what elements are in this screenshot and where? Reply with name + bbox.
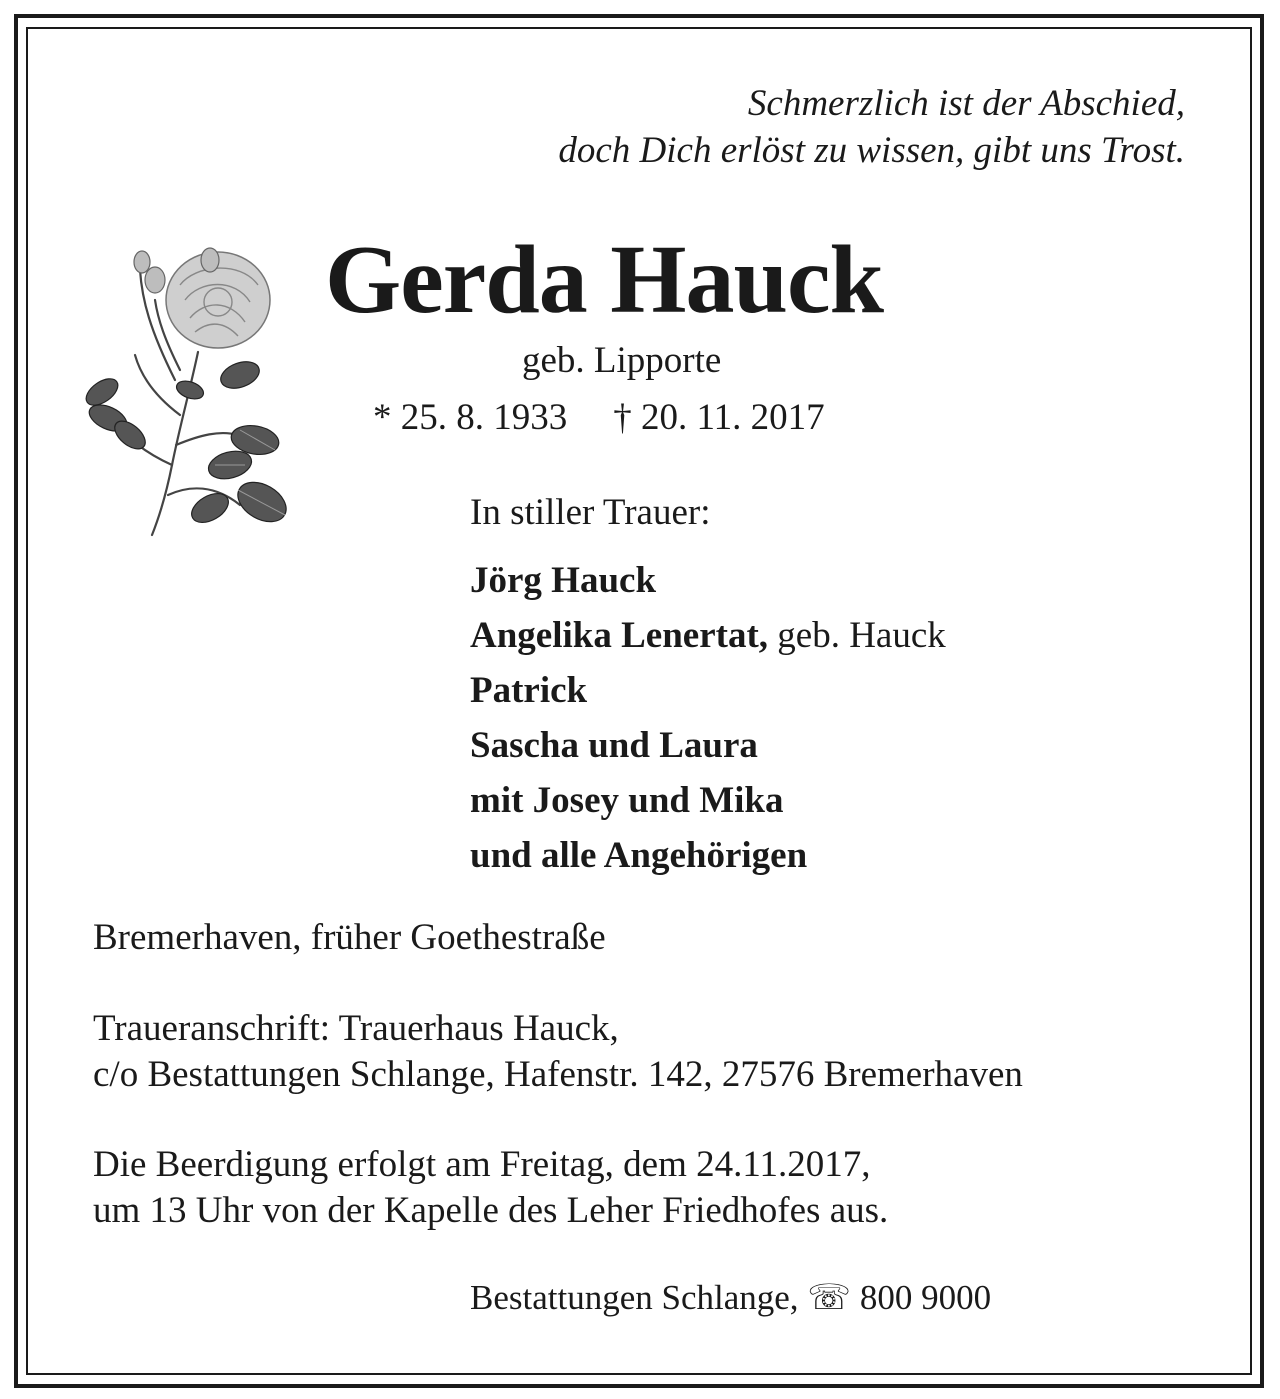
address-line-1: Traueranschrift: Trauerhaus Hauck,	[93, 1008, 619, 1049]
mourner-angelika	[470, 608, 946, 663]
telephone-icon: ☏	[807, 1278, 852, 1317]
mourning-label: In stiller Trauer:	[470, 492, 711, 533]
residence: Bremerhaven, früher Goethestraße	[93, 917, 606, 958]
rose-illustration	[80, 240, 295, 540]
maiden-name: geb. Lipporte	[522, 340, 722, 381]
undertaker	[470, 1276, 991, 1320]
mourning-address	[93, 1006, 1023, 1098]
motto-line-2: doch Dich erlöst zu wissen, gibt uns Trost.	[558, 130, 1185, 171]
funeral-info	[93, 1142, 888, 1234]
funeral-line-1: Die Beerdigung erfolgt am Freitag, dem 24.11.2017,	[93, 1144, 871, 1185]
undertaker-name: Bestattungen Schlange,	[470, 1278, 808, 1317]
motto	[558, 80, 1185, 174]
funeral-line-2: um 13 Uhr von der Kapelle des Leher Friedhofes aus.	[93, 1190, 889, 1231]
motto-line-1: Schmerzlich ist der Abschied,	[747, 83, 1185, 124]
mourner-patrick: Patrick	[470, 670, 588, 711]
deceased-name: Gerda Hauck	[325, 226, 883, 334]
mourner-josey: mit Josey und Mika	[470, 780, 784, 821]
death-date: † 20. 11. 2017	[613, 397, 825, 438]
mourner-angelika-born: geb. Hauck	[768, 615, 946, 656]
mourners-list	[470, 553, 946, 883]
mourner-angelika-name: Angelika Lenertat,	[470, 615, 769, 656]
mourner-others: und alle Angehörigen	[470, 835, 808, 876]
mourner-sascha: Sascha und Laura	[470, 725, 758, 766]
undertaker-phone: 800 9000	[851, 1278, 992, 1317]
address-line-2: c/o Bestattungen Schlange, Hafenstr. 142, 27576 Bremerhaven	[93, 1054, 1023, 1095]
life-dates	[373, 395, 825, 441]
mourner-jorg: Jörg Hauck	[470, 560, 657, 601]
birth-date: * 25. 8. 1933	[373, 397, 568, 438]
